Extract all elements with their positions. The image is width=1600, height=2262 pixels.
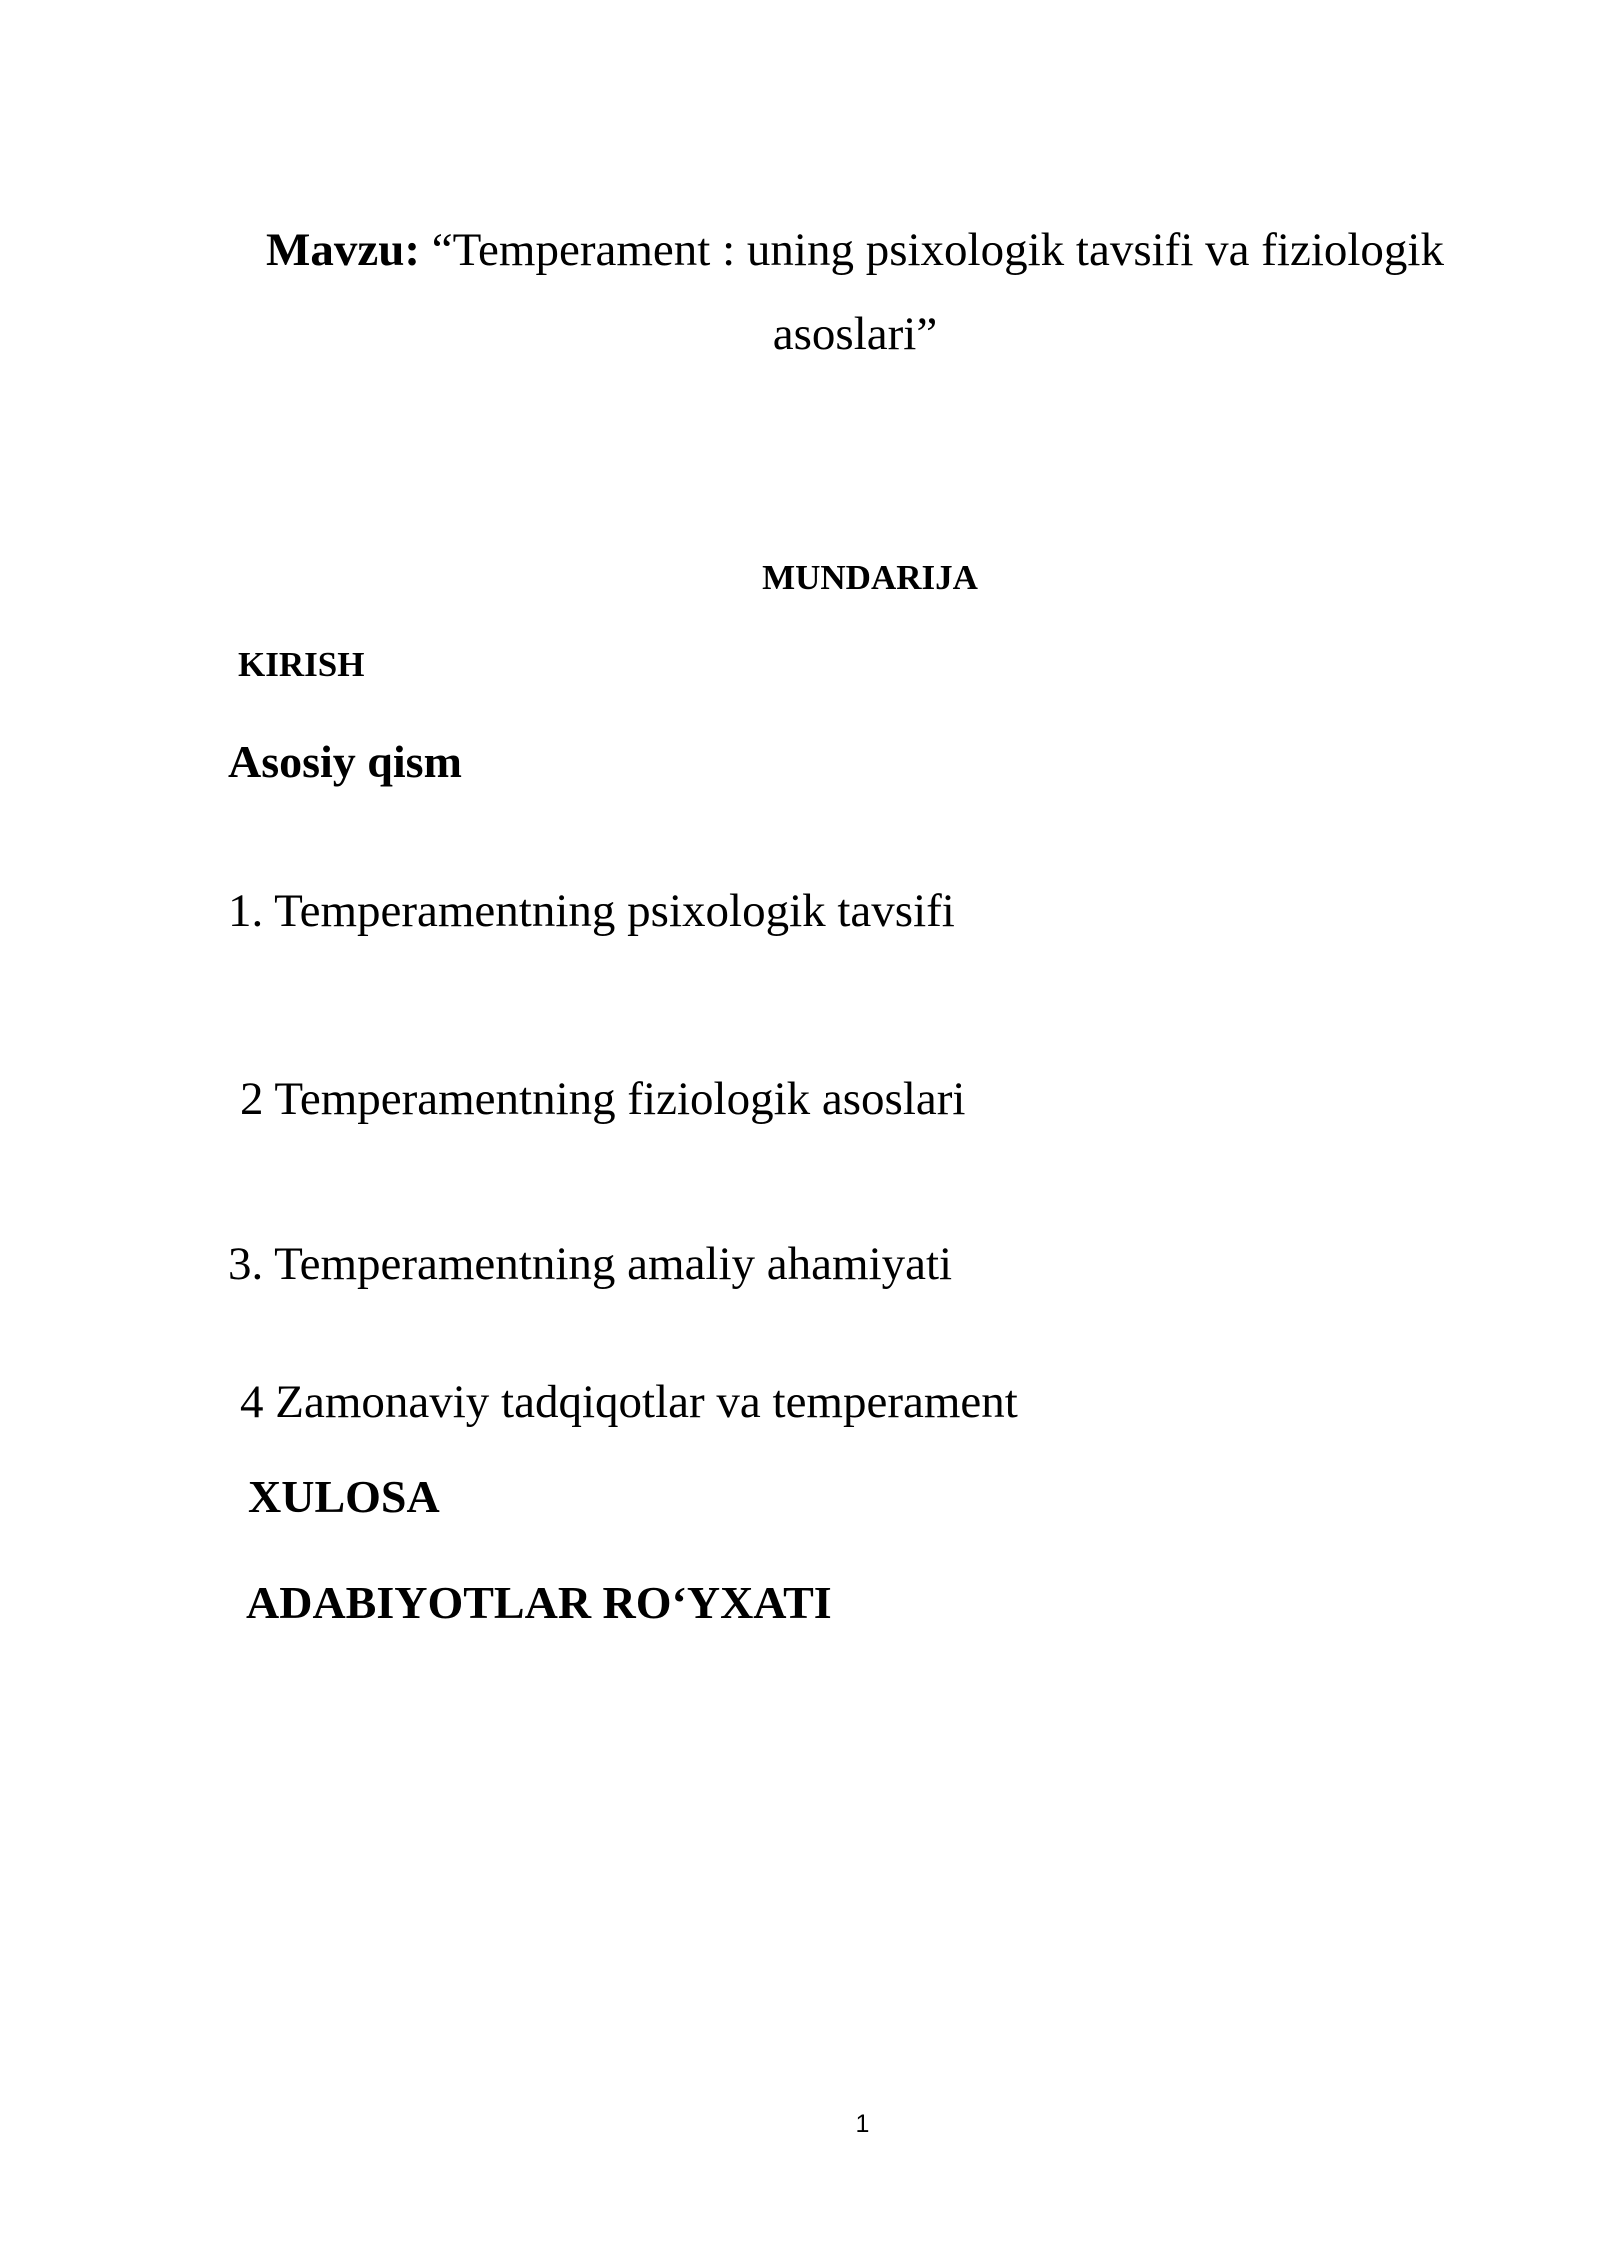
page-number: 1 bbox=[855, 2110, 870, 2138]
title-text-line-1: “Temperament : uning psixologik tavsifi va fiziologik bbox=[420, 224, 1444, 276]
title-label: Mavzu: bbox=[266, 224, 421, 276]
title-text-line-2: asoslari” bbox=[772, 308, 938, 360]
toc-entry-main-part: Asosiy qism bbox=[228, 736, 462, 787]
toc-entry-intro: KIRISH bbox=[238, 645, 365, 684]
toc-heading: MUNDARIJA bbox=[762, 558, 978, 597]
toc-entry-references: ADABIYOTLAR RO‘YXATI bbox=[246, 1577, 832, 1628]
toc-entry-conclusion: XULOSA bbox=[248, 1471, 440, 1522]
toc-entry-item-4: 4 Zamonaviy tadqiqotlar va temperament bbox=[240, 1376, 1018, 1428]
toc-entry-item-3: 3. Temperamentning amaliy ahamiyati bbox=[228, 1238, 953, 1290]
document-title bbox=[230, 208, 1480, 376]
toc-entry-item-1: 1. Temperamentning psixologik tavsifi bbox=[228, 885, 955, 937]
toc-entry-item-2: 2 Temperamentning fiziologik asoslari bbox=[240, 1073, 966, 1125]
title-line-1 bbox=[230, 208, 1480, 292]
